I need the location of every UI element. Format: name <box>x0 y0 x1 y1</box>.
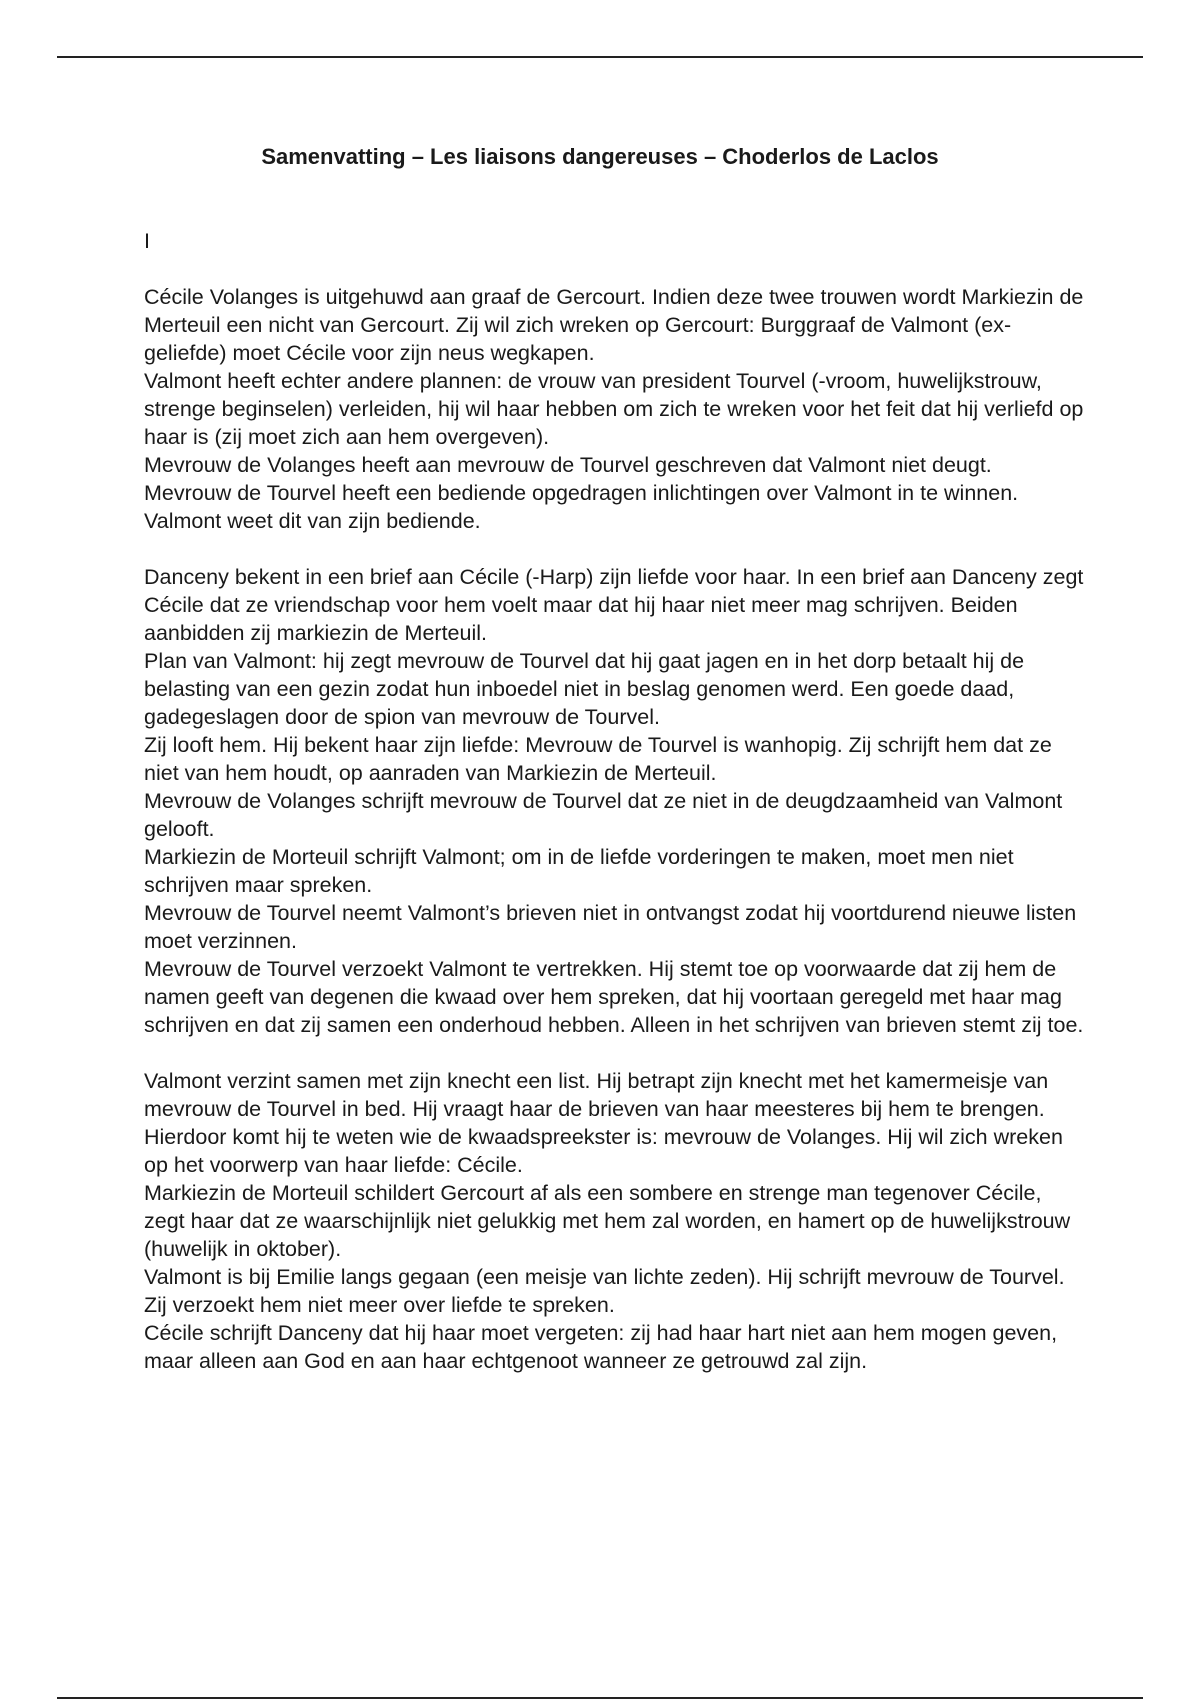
paragraph: Mevrouw de Tourvel verzoekt Valmont te vertrekken. Hij stemt toe op voorwaarde dat zij hem de namen geeft van degenen die kwaad over hem spreken, dat hij voortaan geregeld met haar mag schrijven en dat zij samen een onderhoud hebben. Alleen in het schrijven van brieven stemt zij toe. <box>144 957 1084 1037</box>
section-marker: I <box>144 229 150 253</box>
paragraph: Mevrouw de Tourvel neemt Valmont’s brieven niet in ontvangst zodat hij voortdurend nieuwe listen moet verzinnen. <box>144 901 1077 953</box>
paragraph: Valmont heeft echter andere plannen: de vrouw van president Tourvel (-vroom, huwelijkstrouw, strenge beginselen) verleiden, hij wil haar hebben om zich te wreken voor het feit dat hij verliefd op haar is (zij moet zich aan hem overgeven). <box>144 369 1084 449</box>
paragraph-block-3 <box>144 1067 1084 1375</box>
document-title: Samenvatting – Les liaisons dangereuses – Choderlos de Laclos <box>261 144 939 169</box>
paragraph: Markiezin de Morteuil schrijft Valmont; om in de liefde vorderingen te maken, moet men niet schrijven maar spreken. <box>144 845 1014 897</box>
paragraph: Danceny bekent in een brief aan Cécile (-Harp) zijn liefde voor haar. In een brief aan Danceny zegt Cécile dat ze vriendschap voor hem voelt maar dat hij haar niet meer mag schrijven. Beiden aanbidden zij markiezin de Merteuil. <box>144 565 1084 645</box>
header-rule <box>57 56 1143 58</box>
paragraph: Mevrouw de Volanges schrijft mevrouw de Tourvel dat ze niet in de deugdzaamheid van Valmont gelooft. <box>144 789 1063 841</box>
document-body <box>144 227 1084 1375</box>
paragraph-block-1 <box>144 283 1084 535</box>
paragraph: Mevrouw de Volanges heeft aan mevrouw de Tourvel geschreven dat Valmont niet deugt. Mevrouw de Tourvel heeft een bediende opgedragen inlichtingen over Valmont in te winnen. Valmont weet dit van zijn bediende. <box>144 453 1019 533</box>
paragraph: Valmont verzint samen met zijn knecht een list. Hij betrapt zijn knecht met het kamermeisje van mevrouw de Tourvel in bed. Hij vraagt haar de brieven van haar meesteres bij hem te brengen. Hierdoor komt hij te weten wie de kwaadspreekster is: mevrouw de Volanges. Hij wil zich wreken op het voorwerp van haar liefde: Cécile. <box>144 1069 1063 1177</box>
footer-rule <box>57 1697 1143 1699</box>
paragraph: Cécile schrijft Danceny dat hij haar moet vergeten: zij had haar hart niet aan hem mogen geven, maar alleen aan God en aan haar echtgenoot wanneer ze getrouwd zal zijn. <box>144 1321 1058 1373</box>
paragraph: Valmont is bij Emilie langs gegaan (een meisje van lichte zeden). Hij schrijft mevrouw de Tourvel. Zij verzoekt hem niet meer over liefde te spreken. <box>144 1265 1065 1317</box>
paragraph: Plan van Valmont: hij zegt mevrouw de Tourvel dat hij gaat jagen en in het dorp betaalt hij de belasting van een gezin zodat hun inboedel niet in beslag genomen werd. Een goede daad, gadegeslagen door de spion van mevrouw de Tourvel. <box>144 649 1025 729</box>
paragraph: Markiezin de Morteuil schildert Gercourt af als een sombere en strenge man tegenover Cécile, zegt haar dat ze waarschijnlijk niet gelukkig met hem zal worden, en hamert op de huwelijkstrouw (huwelijk in oktober). <box>144 1181 1071 1261</box>
paragraph: Cécile Volanges is uitgehuwd aan graaf de Gercourt. Indien deze twee trouwen wordt Markiezin de Merteuil een nicht van Gercourt. Zij wil zich wreken op Gercourt: Burggraaf de Valmont (ex-geliefde) moet Cécile voor zijn neus wegkapen. <box>144 285 1084 365</box>
paragraph-block-2 <box>144 563 1084 1039</box>
paragraph: Zij looft hem. Hij bekent haar zijn liefde: Mevrouw de Tourvel is wanhopig. Zij schrijft hem dat ze niet van hem houdt, op aanraden van Markiezin de Merteuil. <box>144 733 1052 785</box>
